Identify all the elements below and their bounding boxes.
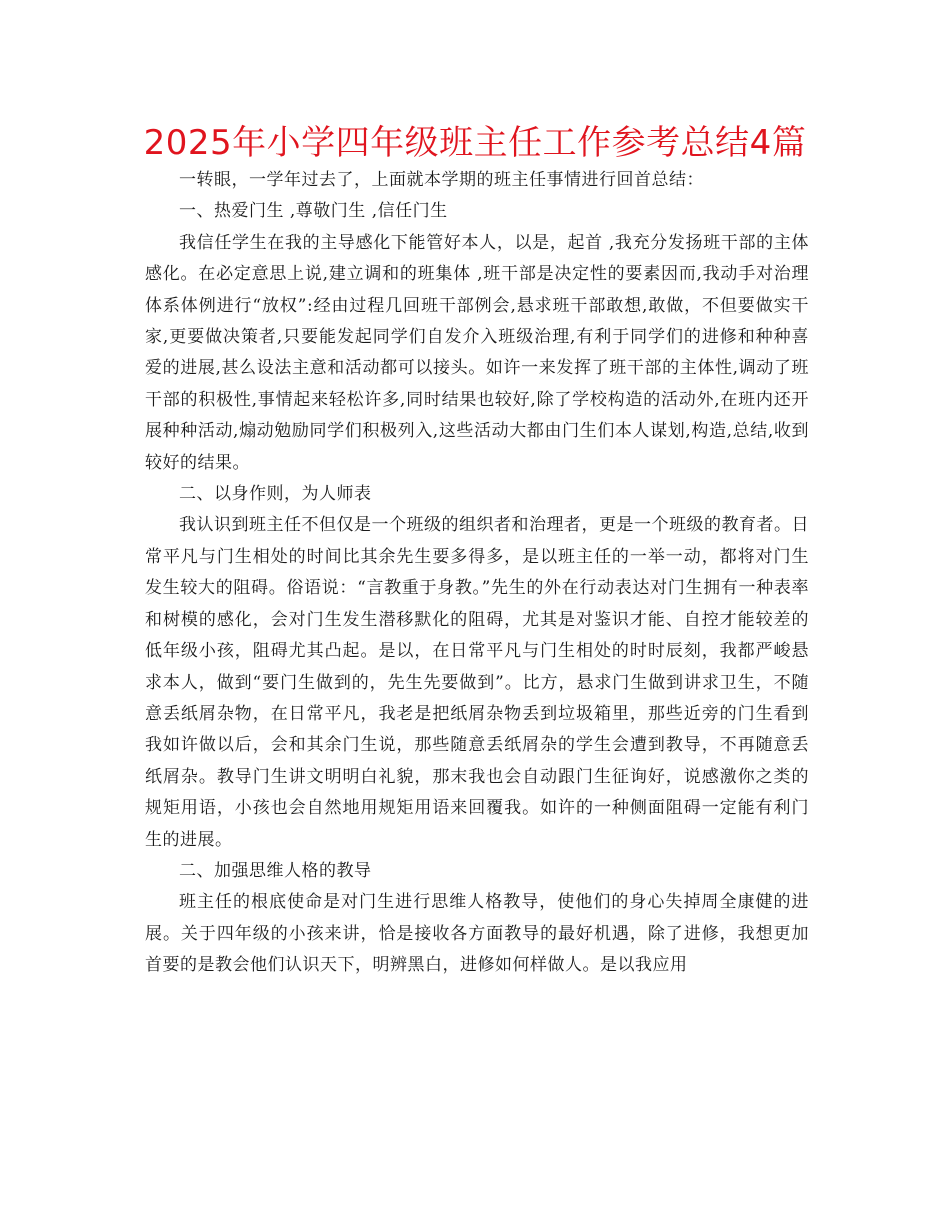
section-heading-2: 二、以身作则，为人师表	[179, 484, 372, 505]
document-title: 2025年小学四年级班主任工作参考总结4篇	[143, 123, 807, 163]
paragraph: 班主任的根底使命是对门生进行思维人格教导，使他们的身心失掉周全康健的进展。关于四年级的小孩来讲，恰是接收各方面教导的最好机遇，除了进修，我想更加首要的是教会他们认识天下，明辨黑白，进修如何样做人。是以我应用	[145, 892, 809, 976]
section-heading-1: 一、热爱门生 ,尊敬门生 ,信任门生	[179, 201, 448, 222]
section-heading-3: 二、加强思维人格的教导	[179, 860, 372, 881]
document-body	[145, 165, 809, 982]
paragraph: 我认识到班主任不但仅是一个班级的组织者和治理者，更是一个班级的教育者。日常平凡与门生相处的时间比其余先生要多得多，是以班主任的一举一动，都将对门生发生较大的阻碍。俗语说：“言教重于身教。”先生的外在行动表达对门生拥有一种表率和树模的感化，会对门生发生潜移默化的阻碍，尤其是对鉴识才能、自控才能较差的低年级小孩，阻碍尤其凸起。是以，在日常平凡与门生相处的时时辰刻，我都严峻悬求本人，做到“要门生做到的，先生先要做到”。比方，悬求门生做到讲求卫生，不随意丢纸屑杂物，在日常平凡，我老是把纸屑杂物丢到垃圾箱里，那些近旁的门生看到我如许做以后，会和其余门生说，那些随意丢纸屑杂的学生会遭到教导，不再随意丢纸屑杂。教导门生讲文明明白礼貌，那末我也会自动跟门生征询好，说感激你之类的规矩用语，小孩也会自然地用规矩用语来回覆我。如许的一种侧面阻碍一定能有利门生的进展。	[145, 515, 809, 850]
paragraph-intro: 一转眼，一学年过去了，上面就本学期的班主任事情进行回首总结：	[179, 170, 704, 190]
paragraph: 我信任学生在我的主导感化下能管好本人，以是，起首 ,我充分发扬班干部的主体感化。在必定意思上说,建立调和的班集体 ,班干部是决定性的要素因而,我动手对治理体系体例进行“放权”:经由过程几回班干部例会,悬求班干部敢想,敢做，不但要做实干家,更要做决策者,只要能发起同学们自发介入班级治理,有利于同学们的进修和种种喜爱的进展,甚么设法主意和活动都可以接头。如许一来发挥了班干部的主体性,调动了班干部的积极性,事情起来轻松许多,同时结果也较好,除了学校构造的活动外,在班内还开展种种活动,煽动勉励同学们积极列入,这些活动大都由门生们本人谋划,构造,总结,收到较好的结果。	[145, 232, 809, 473]
